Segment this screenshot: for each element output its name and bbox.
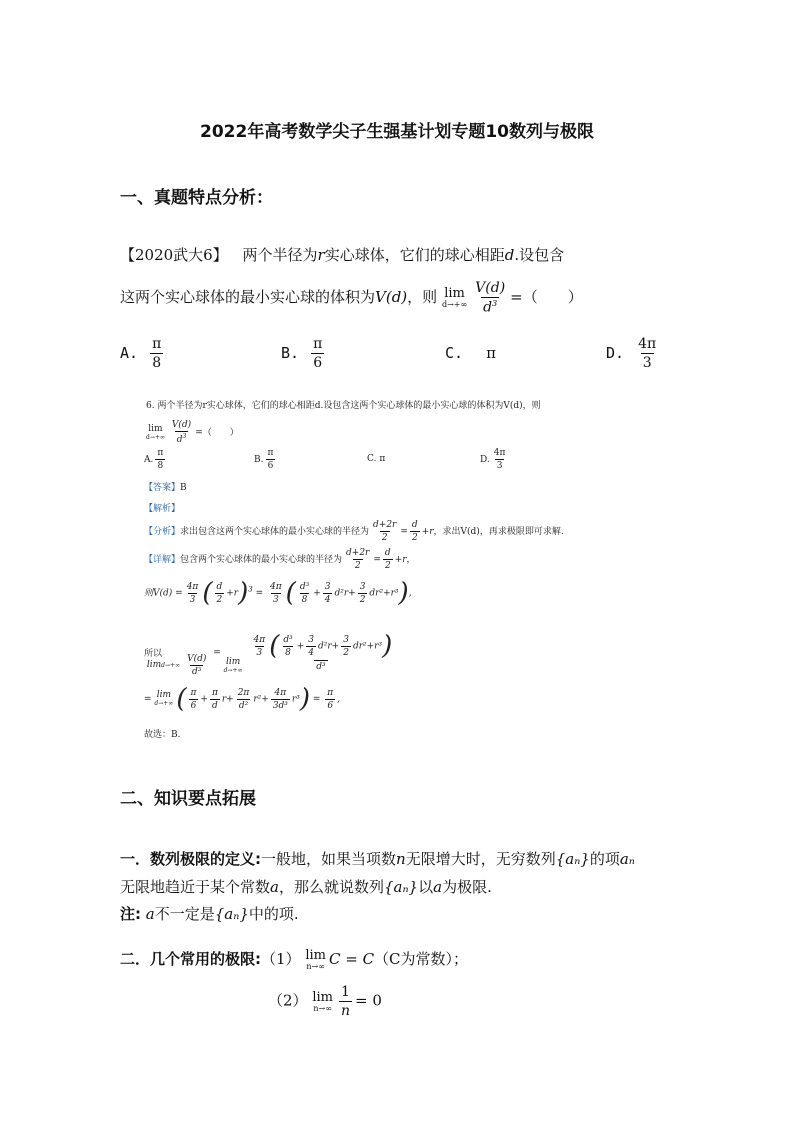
emb-opt-a [144, 448, 167, 471]
section-heading-2: 二、知识要点拓展 [120, 789, 256, 809]
note-seq: {aₙ} [214, 905, 249, 923]
emb-opt-b-value [265, 448, 275, 471]
item1-lim [305, 949, 326, 971]
definition-text-7: 为极限. [442, 878, 492, 896]
emb-fenxi-tag: 【分析】 [144, 527, 181, 537]
limit-fraction [473, 280, 507, 316]
lim-subscript: d→+∞ [441, 299, 468, 309]
problem-text-4: 这两个实心球体的最小实心球的体积为 [120, 287, 376, 306]
problem-line-1 [120, 244, 564, 265]
note-text-2: 不一定是 [154, 905, 215, 923]
option-b-den: 6 [313, 355, 323, 371]
item1-expr: C = C [328, 950, 375, 968]
emb-xiangjie-tag: 【详解】 [144, 555, 181, 565]
item1-lim-sub: n→∞ [306, 962, 325, 971]
emb-lim-word: lim [148, 423, 163, 434]
emb-fenxi-frac2: $\frac{d}{2}$ [411, 520, 418, 543]
definition-text-6: 以 [418, 878, 434, 896]
emb-question-limit [146, 420, 239, 445]
emb-opt-c-value: π [379, 454, 386, 464]
volume-func: V(d) [375, 287, 408, 306]
item2-lim-word: lim [312, 989, 333, 1005]
emb-limit-result: = lim d→+∞ ( $\frac{\pi}{6}$ + $\frac{\pi}{d}$ r+ $\frac{2\pi}{\text{d²}}$ r²+ $\frac{4\pi}{\text{3d³}}$ r³) = $\frac{\pi}{6}$ , [144, 684, 341, 714]
emb-frac-den-base: d [176, 435, 183, 445]
item2-lim [312, 991, 333, 1013]
emb-opt-a-value [155, 448, 165, 471]
lim-word: lim [444, 285, 465, 301]
definition-line-2 [120, 876, 492, 897]
note-line [120, 903, 299, 924]
document-title: 2022年高考数学尖子生强基计划专题10数列与极限 [200, 122, 594, 142]
item2-label: （2） [268, 991, 308, 1010]
emb-opt-d-value [492, 448, 508, 471]
definition-title: 一．数列极限的定义: [120, 850, 261, 868]
note-label: 注: [120, 905, 141, 923]
emb-opt-d-num: 4π [493, 448, 506, 458]
emb-frac-num: V(d) [171, 420, 192, 430]
common-limits-line-2 [268, 984, 382, 1019]
emb-frac [170, 420, 193, 445]
emb-question-line: 6. 两个半径为r实心球体，它们的球心相距d.设包含这两个实心球体的最小实心球的体积为V(d)，则 [146, 401, 541, 411]
emb-opt-a-den: 8 [157, 461, 164, 471]
option-a-den: 8 [152, 355, 162, 371]
option-c [445, 344, 496, 362]
item2-num: 1 [341, 984, 350, 1000]
definition-seq-2: {aₙ} [383, 878, 419, 896]
definition-const-a: a [270, 878, 279, 896]
problem-text-1: 两个半径为 [242, 246, 318, 264]
emb-suoyi: 所以 [144, 649, 163, 659]
emb-opt-d-label: D. [480, 455, 490, 465]
definition-seq: {aₙ} [555, 850, 590, 868]
definition-var-n: n [396, 850, 406, 868]
emb-answer-value: B [180, 483, 187, 493]
definition-text-1: 一般地，如果当项数 [261, 850, 397, 868]
denominator-base: d [483, 299, 493, 316]
emb-frac-den-exp: 3 [182, 433, 187, 440]
note-text-4: 中的项. [248, 905, 299, 923]
definition-text-3: 的项 [589, 850, 620, 868]
option-b-label: B. [281, 344, 300, 362]
emb-xiangjie-frac2: $\frac{d}{2}$ [384, 548, 391, 571]
emb-lim-sub: d→+∞ [146, 433, 165, 441]
emb-xiangjie: 【详解】包含两个实心球体的最小实心球的半径为 $\frac{d+2r}{2}$ = $\frac{d}{2}$ +r， [144, 548, 416, 571]
emb-opt-c [367, 454, 385, 464]
emb-volume-label: 则V(d) = [144, 588, 183, 599]
definition-const-a-2: a [433, 878, 443, 896]
emb-xiangjie-frac1: $\frac{d+2r}{2}$ [346, 548, 370, 571]
emb-answer [144, 480, 187, 493]
option-d-label: D. [606, 344, 625, 362]
emb-limit-formula: limd→+∞ $\frac{V(d)}{\text{d³}}$ = lim d→+∞ $\frac{4\pi}{3}$ ( $\frac{\text{d³}}{8}$ + $\frac{3}{4}$ d²r+ $\frac{3}{2}$ dr²+r³) d³ [146, 631, 393, 677]
item1-note: （C为常数）； [374, 950, 469, 968]
emb-fenxi-text: 求出包含这两个实心球体的最小实心球的半径为 [180, 527, 370, 537]
problem-text-3: .设包含 [514, 246, 565, 264]
item2-den: n [340, 1003, 351, 1019]
fraction-numerator: V(d) [475, 280, 506, 296]
option-b [281, 336, 327, 371]
emb-conclusion: 故选：B. [144, 730, 181, 740]
definition-line-1 [120, 848, 635, 869]
emb-fenxi-frac1: $\frac{d+2r}{2}$ [373, 520, 397, 543]
item1-label: （1） [261, 950, 301, 968]
definition-text-2: 无限增大时，无穷数列 [405, 850, 556, 868]
note-var-a: a [145, 905, 155, 923]
option-d [606, 336, 661, 371]
emb-opt-b-label: B. [254, 455, 264, 465]
item2-lim-sub: n→∞ [313, 1003, 332, 1013]
emb-opt-a-num: π [157, 448, 164, 458]
common-limits-title: 二．几个常用的极限: [120, 950, 261, 968]
emb-opt-b-num: π [267, 448, 274, 458]
emb-opt-d-den: 3 [496, 461, 503, 471]
emb-volume-formula: 则V(d) = $\frac{4\pi}{3}$ ( $\frac{d}{2}$ +r)$^3$ = $\frac{4\pi}{3}$ ( $\frac{\text{d³}}{8}$ + $\frac{3}{4}$ d²r+ $\frac{3}{2}$ dr²+r³), [144, 578, 412, 608]
emb-opt-b [254, 448, 277, 471]
problem-tail: =（ ） [510, 287, 583, 306]
option-b-value [311, 336, 324, 371]
emb-analysis-tag: 【解析】 [144, 504, 181, 514]
emb-lim [146, 425, 165, 441]
option-c-value: π [486, 344, 496, 362]
definition-text-4: 无限地趋近于某个常数 [120, 878, 271, 896]
emb-opt-a-label: A. [144, 455, 154, 465]
limit-operator [442, 287, 467, 309]
item2-frac [339, 984, 352, 1019]
var-d: d [504, 246, 515, 264]
problem-source: 【2020武大6】 [120, 246, 228, 264]
emb-fenxi: 【分析】求出包含这两个实心球体的最小实心球的半径为 $\frac{d+2r}{2}$ = $\frac{d}{2}$ +r，求出V(d)，再求极限即可求解. [144, 520, 564, 543]
emb-question-tail: =（ ） [195, 428, 239, 438]
problem-line-2 [120, 280, 583, 316]
emb-fenxi-tail: ，求出V(d)，再求极限即可求解. [433, 527, 564, 537]
option-d-num: 4π [638, 336, 657, 352]
definition-text-5: ，那么就说数列 [278, 878, 384, 896]
option-b-num: π [313, 336, 323, 352]
emb-frac-den [175, 431, 189, 445]
problem-text-5: ，则 [407, 287, 438, 306]
option-d-value [636, 336, 658, 371]
problem-text-2: 实心球体，它们的球心相距 [324, 246, 505, 264]
option-c-label: C. [445, 344, 464, 362]
option-a-value [150, 336, 163, 371]
item2-tail: = 0 [355, 991, 382, 1010]
fraction-denominator [481, 297, 499, 316]
definition-term: aₙ [619, 850, 635, 868]
common-limits-line-1 [120, 948, 468, 971]
emb-answer-tag: 【答案】 [144, 483, 181, 493]
option-a [120, 336, 166, 371]
option-a-num: π [152, 336, 162, 352]
emb-opt-b-den: 6 [267, 461, 274, 471]
denominator-exponent: 3 [492, 299, 498, 308]
option-d-den: 3 [642, 355, 652, 371]
section-heading-1: 一、真题特点分析： [120, 188, 273, 208]
emb-opt-d [480, 448, 509, 471]
emb-xiangjie-text: 包含两个实心球体的最小实心球的半径为 [180, 555, 343, 565]
option-a-label: A. [120, 344, 139, 362]
emb-opt-c-label: C. [367, 454, 377, 464]
var-r: r [317, 246, 325, 264]
embedded-solution-image [138, 390, 608, 742]
item1-lim-word: lim [305, 948, 326, 963]
